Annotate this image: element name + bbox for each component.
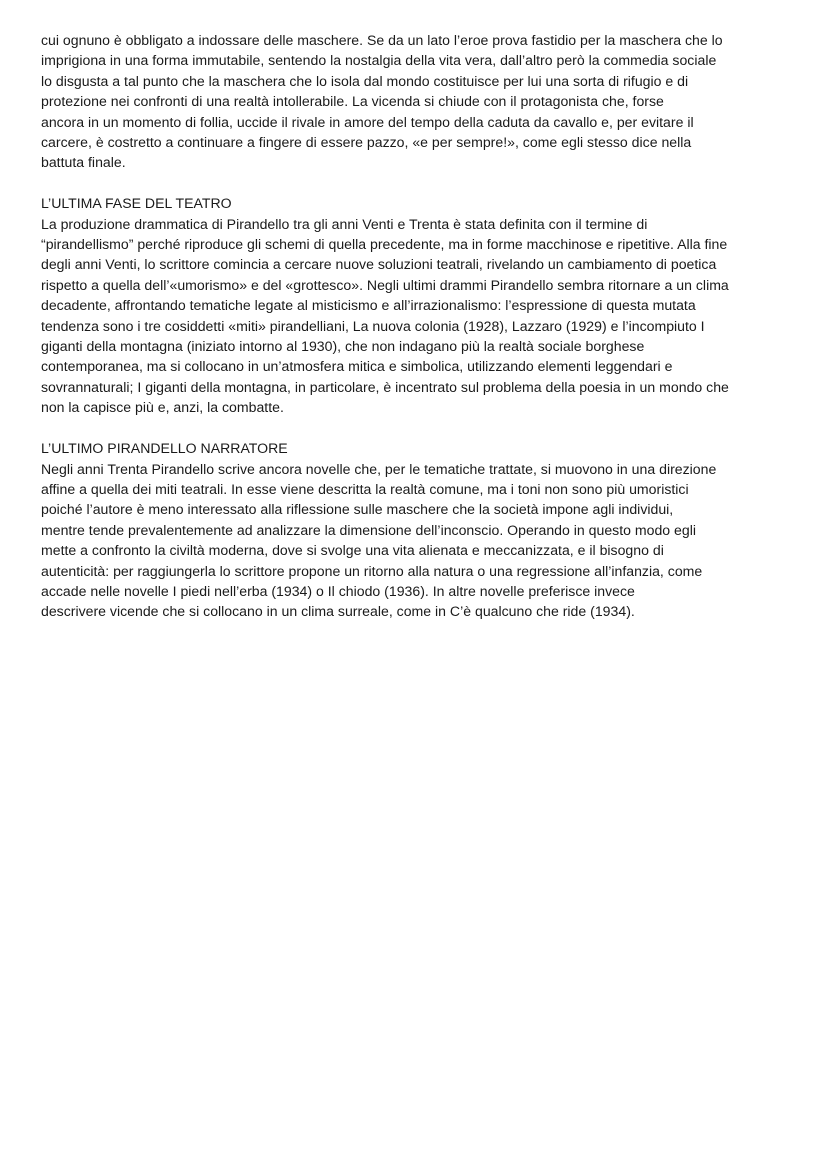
paragraph-line: carcere, è costretto a continuare a fingere di essere pazzo, «e per sempre!», come egli stesso dice nella — [41, 134, 692, 151]
paragraph-line: rispetto a quella dell’«umorismo» e del «grottesco». Negli ultimi drammi Pirandello sembra ritornare a un clima — [41, 276, 729, 293]
paragraph-line: descrivere vicende che si collocano in un clima surreale, come in C’è qualcuno che ride (1934). — [41, 603, 635, 620]
section-heading: L’ULTIMO PIRANDELLO NARRATORE — [41, 440, 288, 457]
section-ultimo-pirandello-narratore — [41, 438, 801, 622]
paragraph-line: giganti della montagna (iniziato intorno al 1930), che non indagano più la realtà sociale borghese — [41, 338, 645, 355]
paragraph-line: non la capisce più e, anzi, la combatte. — [41, 399, 284, 416]
document-page — [41, 30, 801, 642]
paragraph-line: lo disgusta a tal punto che la maschera che lo isola dal mondo costituisce per lui una sorta di rifugio e di — [41, 72, 689, 89]
section-heading: L’ULTIMA FASE DEL TEATRO — [41, 195, 232, 212]
paragraph-line: mette a confronto la civiltà moderna, dove si svolge una vita alienata e meccanizzata, e il bisogno di — [41, 542, 664, 559]
paragraph-line: La produzione drammatica di Pirandello tra gli anni Venti e Trenta è stata definita con il termine di — [41, 215, 648, 232]
paragraph-line: “pirandellismo” perché riproduce gli schemi di quella precedente, ma in forme macchinose e ripetitive. Alla fine — [41, 236, 728, 253]
paragraph-line: degli anni Venti, lo scrittore comincia a cercare nuove soluzioni teatrali, rivelando un cambiamento di poetica — [41, 256, 717, 273]
paragraph-line: decadente, affrontando tematiche legate al misticismo e all’irrazionalismo: l’espressione di questa mutata — [41, 297, 696, 314]
paragraph-line: mentre tende prevalentemente ad analizzare la dimensione dell’inconscio. Operando in questo modo egli — [41, 521, 696, 538]
section-ultima-fase-teatro — [41, 193, 801, 417]
paragraph-line: cui ognuno è obbligato a indossare delle maschere. Se da un lato l’eroe prova fastidio per la maschera che lo — [41, 32, 723, 48]
paragraph-line: Negli anni Trenta Pirandello scrive ancora novelle che, per le tematiche trattate, si muovono in una direzione — [41, 460, 717, 477]
paragraph-line: protezione nei confronti di una realtà intollerabile. La vicenda si chiude con il protagonista che, forse — [41, 93, 664, 110]
paragraph-line: poiché l’autore è meno interessato alla riflessione sulle maschere che la società impone agli individui, — [41, 501, 674, 518]
paragraph-line: affine a quella dei miti teatrali. In esse viene descritta la realtà comune, ma i toni non sono più umoristici — [41, 480, 689, 497]
paragraph-line: battuta finale. — [41, 154, 126, 171]
paragraph-line: imprigiona in una forma immutabile, sentendo la nostalgia della vita vera, dall’altro però la commedia sociale — [41, 52, 717, 69]
paragraph-line: ancora in un momento di follia, uccide il rivale in amore del tempo della caduta da cavallo e, per evitare il — [41, 113, 694, 130]
paragraph-line: contemporanea, ma si collocano in un’atmosfera mitica e simbolica, utilizzando elementi leggendari e — [41, 358, 673, 375]
paragraph-line: accade nelle novelle I piedi nell’erba (1934) o Il chiodo (1936). In altre novelle preferisce invece — [41, 582, 635, 599]
paragraph-line: autenticità: per raggiungerla lo scrittore propone un ritorno alla natura o una regressione all’infanzia, come — [41, 562, 703, 579]
paragraph-line: tendenza sono i tre cosiddetti «miti» pirandelliani, La nuova colonia (1928), Lazzaro (1929) e l’incompiuto I — [41, 317, 705, 334]
paragraph-line: sovrannaturali; I giganti della montagna, in particolare, è incentrato sul problema della poesia in un mondo che — [41, 378, 729, 395]
intro-paragraph — [41, 30, 801, 173]
